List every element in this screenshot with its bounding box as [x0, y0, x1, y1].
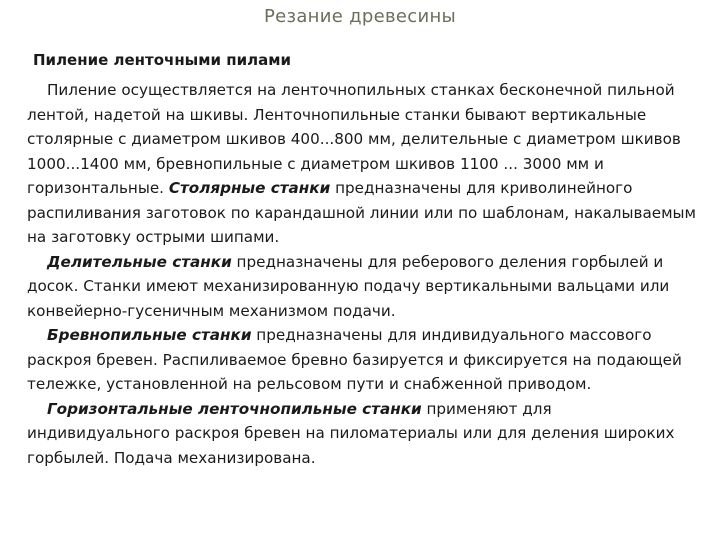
slide-title: Резание древесины: [263, 6, 457, 27]
paragraph-text: предназначены для криволинейного распиливания заготовок по карандашной линии или по шаблонам, накалываемым на заготовку острыми шипами.: [27, 179, 697, 246]
paragraph-text: Пиление осуществляется на ленточнопильных станках бесконечной пильной лентой, надетой на шкивы. Ленточнопильные станки бывают вертикальные столярные с диаметром шкивов 400...800 мм, делительные с диаметром шкивов 1000...1400 мм, бревнопильные с диаметром шкивов 1100 ... 3000 мм и горизонтальные.: [27, 81, 681, 197]
paragraph-text: применяют для индивидуального раскроя бревен на пиломатериалы или для деления широких горбылей. Подача механизирована.: [27, 399, 675, 467]
paragraph-horizontal: [27, 397, 699, 471]
term-joinery-machines: Столярные станки: [168, 179, 331, 197]
paragraph-intro: [27, 78, 699, 250]
section-subtitle: Пиление ленточными пилами: [33, 51, 291, 69]
paragraph-resaw: [27, 250, 699, 324]
paragraph-text: предназначены для индивидуального массового раскроя бревен. Распиливаемое бревно базируется и фиксируется на подающей тележке, установленной на рельсовом пути и снабженной приводом.: [27, 326, 682, 393]
body-text: [27, 78, 699, 470]
term-log-saw-machines: Бревнопильные станки: [47, 326, 252, 344]
paragraph-text: предназначены для реберового деления горбылей и досок. Станки имеют механизированную подачу вертикальными вальцами или конвейерно-гусеничным механизмом подачи.: [27, 252, 670, 320]
term-horizontal-machines: Горизонтальные ленточнопильные станки: [47, 399, 422, 418]
paragraph-log-saw: [27, 323, 699, 397]
term-resaw-machines: Делительные станки: [47, 252, 232, 271]
